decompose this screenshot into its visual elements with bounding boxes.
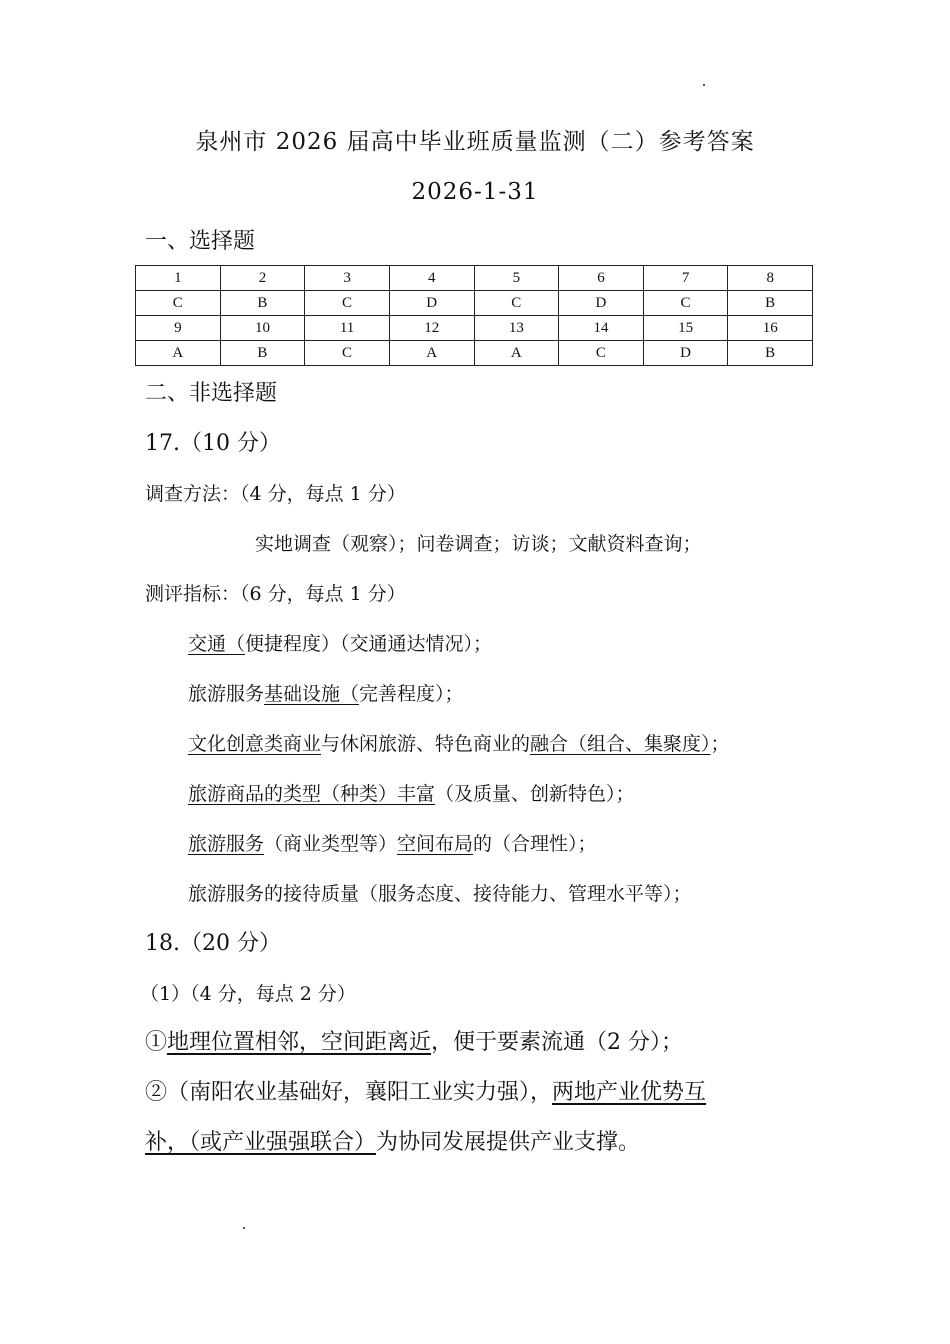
table-cell: 11 (305, 316, 390, 341)
item-text: （及质量、创新特色）； (435, 783, 635, 805)
item-text: 完善程度）； (359, 683, 464, 705)
scan-speck (703, 84, 705, 86)
table-cell: 6 (559, 266, 644, 291)
item-text: （商业类型等） (264, 833, 398, 855)
table-cell: 2 (220, 266, 305, 291)
table-cell: 12 (389, 316, 474, 341)
table-cell: 14 (559, 316, 644, 341)
table-cell: A (474, 341, 559, 366)
table-cell: B (728, 291, 813, 316)
exam-date: 2026-1-31 (411, 179, 539, 205)
table-cell: 9 (136, 316, 221, 341)
underlined-keyword: 地理位置相邻，空间距离近 (167, 1030, 432, 1055)
q18-part1-label: （1）（4 分，每点 2 分） (140, 983, 356, 1005)
q17-index-label: 测评指标：（6 分，每点 1 分） (145, 583, 406, 605)
table-cell: 13 (474, 316, 559, 341)
table-row (136, 291, 813, 316)
table-row (136, 341, 813, 366)
table-cell: C (559, 341, 644, 366)
item-text: 旅游服务的接待质量（服务态度、接待能力、管理水平等）； (188, 883, 692, 905)
underlined-keyword: 补，（或产业强强联合） (145, 1130, 377, 1155)
q18-point-1 (145, 1028, 683, 1058)
underlined-keyword: 融合（组合、集聚度） (530, 733, 711, 755)
item-text: 的（合理性）； (473, 833, 597, 855)
underlined-keyword: 旅游商品的类型（种类）丰富 (188, 783, 436, 805)
underlined-keyword: 文化创意类商业 (188, 733, 322, 755)
q17-heading: 17.（10 分） (145, 431, 281, 456)
table-cell: 5 (474, 266, 559, 291)
point-text: ，便于要素流通（2 分）； (431, 1030, 684, 1055)
table-cell: B (728, 341, 813, 366)
item-text: 便捷程度）（交通通达情况）； (245, 633, 493, 655)
point-text: ②（南阳农业基础好，襄阳工业实力强）， (145, 1080, 553, 1105)
table-cell: D (559, 291, 644, 316)
table-cell: B (220, 291, 305, 316)
item-text: ； (710, 733, 730, 755)
page-title: 泉州市 2026 届高中毕业班质量监测（二）参考答案 (195, 129, 755, 155)
table-cell: C (305, 291, 390, 316)
table-cell: 10 (220, 316, 305, 341)
q17-index-item (188, 829, 597, 859)
q18-point-2-line-1 (145, 1078, 706, 1108)
item-text: 与休闲旅游、特色商业的 (321, 733, 531, 755)
underlined-keyword: 空间布局 (397, 833, 474, 855)
item-text: 旅游服务 (188, 683, 265, 705)
q18-heading: 18.（20 分） (145, 931, 281, 956)
q17-index-item (188, 879, 692, 909)
answer-table (135, 265, 813, 366)
table-row (136, 266, 813, 291)
table-cell: 7 (643, 266, 728, 291)
table-cell: A (136, 341, 221, 366)
table-cell: C (305, 341, 390, 366)
table-cell: A (389, 341, 474, 366)
underlined-keyword: 交通（ (188, 633, 246, 655)
table-cell: 4 (389, 266, 474, 291)
q17-index-item (188, 679, 464, 709)
table-cell: 3 (305, 266, 390, 291)
table-cell: 8 (728, 266, 813, 291)
underlined-keyword: 旅游服务 (188, 833, 265, 855)
underlined-keyword: 基础设施（ (264, 683, 360, 705)
table-cell: C (136, 291, 221, 316)
table-cell: C (474, 291, 559, 316)
section-multiple-choice: 一、选择题 (145, 229, 256, 254)
q17-index-item (188, 779, 635, 809)
table-row (136, 316, 813, 341)
q18-point-2-line-2 (145, 1128, 640, 1158)
table-cell: D (389, 291, 474, 316)
point-marker: ① (145, 1030, 168, 1055)
table-cell: 1 (136, 266, 221, 291)
section-non-choice: 二、非选择题 (145, 381, 278, 406)
q17-method-answer: 实地调查（观察）；问卷调查；访谈；文献资料查询； (255, 533, 702, 555)
scan-speck (243, 1227, 245, 1229)
table-cell: 16 (728, 316, 813, 341)
q17-index-item (188, 729, 730, 759)
table-cell: D (643, 341, 728, 366)
underlined-keyword: 两地产业优势互 (552, 1080, 707, 1105)
table-cell: 15 (643, 316, 728, 341)
point-text: 为协同发展提供产业支撑。 (376, 1130, 641, 1155)
table-cell: C (643, 291, 728, 316)
q17-index-item (188, 629, 492, 659)
table-cell: B (220, 341, 305, 366)
q17-method-label: 调查方法：（4 分，每点 1 分） (145, 483, 406, 505)
